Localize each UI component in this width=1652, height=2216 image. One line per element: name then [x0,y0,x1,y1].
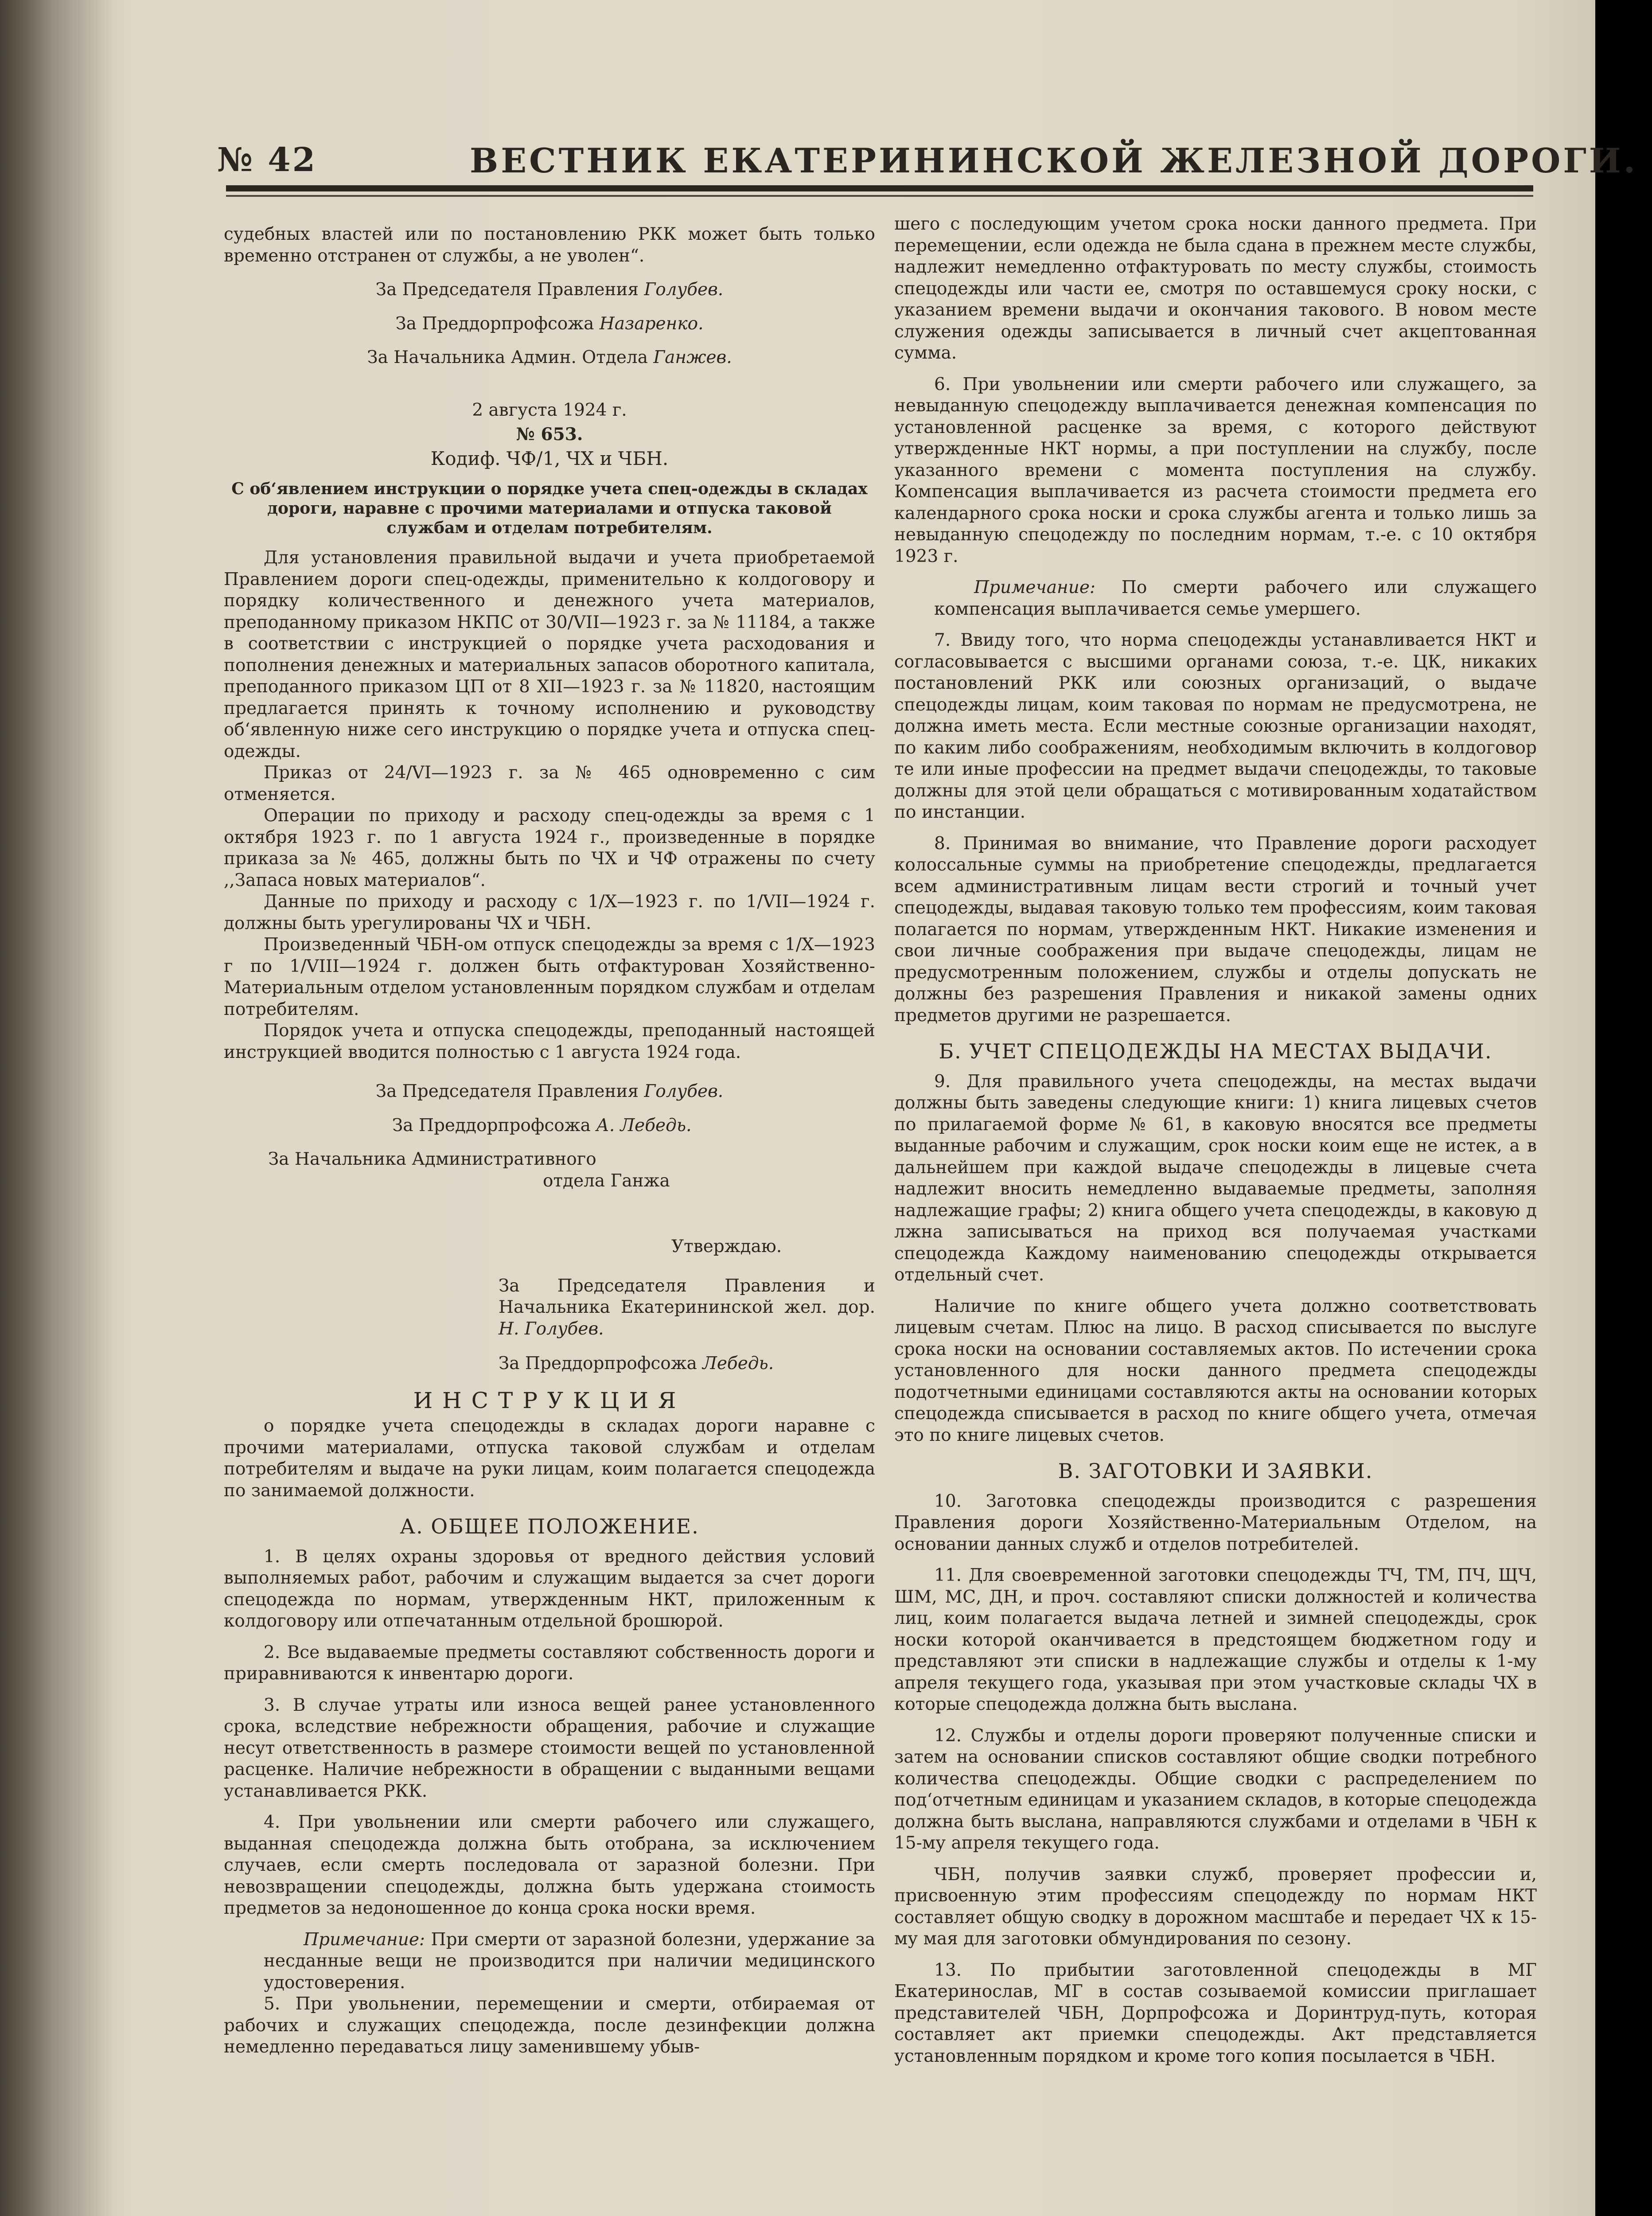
header-rule-thick [226,185,1533,191]
order-number: № 653. [516,424,583,445]
order-heading: С об‘явлением инструкции о порядке учета спец-одежды в складах дороги, наравне с прочими материалами и отпуска таковой службам и отделам потребителям. [231,480,868,537]
instruction-note: Примечание: По смерти рабочего или служащего компенсация выплачивается семье умершего. [934,577,1537,619]
instruction-item: 12. Службы и отделы дороги проверяют полученные списки и затем на основании списков составляют общие сводки потребного количества спецодежды. Общие сводки с распределением по под‘отчетным единицам и указанием складов, в которые спецодежда должна быть выслана, направляются службами и отделами в ЧБН к 15-му апреля текущего года. [894,1725,1537,1853]
instruction-item: 6. При увольнении или смерти рабочего или служащего, за невыданную спецодежду выплачивается денежная компенсация по установленной расценке за время, с которого действуют утвержденные НКТ нормы, а при поступлении на службу, после указанного времени с момента поступления на службу. Компенсация выплачивается из расчета стоимости предмета его календарного срока носки и срока службы агента и только лишь за невыданную спецодежду по последним нормам, т.-е. с 10 октября 1923 г. [894,374,1537,566]
instruction-item: 13. По прибытии заготовленной спецодежды в МГ Екатеринослав, МГ в состав созываемой комиссии приглашает представителей ЧБН, Дорпрофсожа и Доринтруд-путь, которая составляет акт приемки спецодежды. Акт представляется установленным порядком и кроме того копия посылается в ЧБН. [894,1960,1537,2066]
order-paragraph: Для установления правильной выдачи и учета приобретаемой Правлением дороги спец-одежды, применительно к колдоговору и порядку количественного и денежного учета материалов, преподанному приказом НКПС от 30/VII—1923 г. за № 11184, а также в соответствии с инструкцией о порядке учета расходования и пополнения денежных и материальных запасов оборотного капитала, преподанного приказом ЦП от 8 XII—1923 г. за № 11820, настоящим предлагается принять к точному исполнению и руководству об‘явленную ниже сего инструкцию о порядке учета и отпуска спец-одежды. [224,548,875,761]
order-paragraph: Операции по приходу и расходу спец-одежды за время с 1 октября 1923 г. по 1 августа 1924 г., произведенные в порядке приказа за № 465, должны быть по ЧХ и ЧФ отражены по счету ,,Запаса новых материалов“. [224,806,875,890]
order-date: 2 августа 1924 г. [472,400,627,420]
order-paragraph: Приказ от 24/VI—1923 г. за № 465 одновременно с сим отменяется. [224,763,875,804]
approval-word: Утверждаю. [671,1237,782,1256]
signature-line: За Председателя Правления Голубев. [375,280,724,300]
instruction-item: 1. В целях охраны здоровья от вредного действия условий выполняемых работ, рабочим и служащим выдается за счет дороги спецодежда по нормам, утвержденным НКТ, приложенным к колдоговору или отпечатанным отдельной брошюрой. [224,1546,875,1631]
newspaper-title: ВЕСТНИК ЕКАТЕРИНИНСКОЙ ЖЕЛЕЗНОЙ ДОРОГИ. [470,141,1638,180]
page-binding-shadow [0,0,115,2216]
order-paragraph: Данные по приходу и расходу с 1/X—1923 г. по 1/VII—1924 г. должны быть урегулированы ЧХ и ЧБН. [224,892,875,933]
issue-number: № 42 [217,141,317,179]
section-heading-v: В. ЗАГОТОВКИ И ЗАЯВКИ. [1058,1459,1373,1483]
right-column [894,214,1537,2067]
instruction-item: 7. Ввиду того, что норма спецодежды устанавливается НКТ и согласовывается с высшими органами союза, т.-е. ЦК, никаких постановлений РКК или союзных организаций, о выдаче спецодежды лицам, коим таковая по нормам не предусмотрена, не должна иметь места. Если местные союзные организации находят, по каким либо соображениям, необходимым включить в колдоговор те или иные профессии на предмет выдачи спецодежды, то таковые должны для этой цели обращаться с мотивированным ходатайством по инстанции. [894,630,1537,822]
instruction-item: 2. Все выдаваемые предметы составляют собственность дороги и приравниваются к инвентарю дороги. [224,1642,875,1684]
signature-line: За Преддорпрофсожа Назаренко. [395,313,704,334]
approval-signature: За Преддорпрофсожа Лебедь. [499,1354,774,1373]
header-rule-thin [226,195,1533,197]
instruction-item: Наличие по книге общего учета должно соответствовать лицевым счетам. Плюс на лицо. В расход списывается по выслуге срока носки на основании составляемых актов. По истечении срока установленного для носки данного предмета спецодежды подотчетными единицами составляются акты на основании которых спецодежда списывается в расход по книге общего учета, отмечая это по книге лицевых счетов. [894,1296,1537,1445]
page-header [217,141,1638,185]
instruction-item: 9. Для правильного учета спецодежды, на местах выдачи должны быть заведены следующие книги: 1) книга лицевых счетов по прилагаемой форме № 61, в каковую вносятся все предметы выданные рабочим и служащим, срок носки коим еще не истек, а в дальнейшем при каждой выдаче спецодежды в лицевые счета надлежит вносить немедленно выдаваемые предметы, заполняя надлежащие графы; 2) книга общего учета спецодежды, в каковую д лжна записываться на приход вся получаемая участками спецодежда Каждому наименованию спецодежды открывается отдельный счет. [894,1071,1537,1285]
signature-line: За Начальника Админ. Отдела Ганжев. [367,347,732,367]
instruction-item: 4. При увольнении или смерти рабочего или служащего, выданная спецодежда должна быть отобрана, за исключением случаев, если смерть последовала от заразной болезни. При невозвращении спецодежды, должна быть удержана стоимость предметов за недоношенное до конца срока носки время. [224,1812,875,1918]
instruction-item: 11. Для своевременной заготовки спецодежды ТЧ, ТМ, ПЧ, ЩЧ, ШМ, МС, ДН, и проч. составляют списки должностей и количества лиц, коим полагается выдача летней и зимней спецодежды, срок носки которой оканчивается в предстоящем бюджетном году и представляют эти списки в надлежащие службы и отделы к 1-му апреля текущего года, указывая при этом участковые склады ЧХ в которые спецодежда должна быть выслана. [894,1565,1537,1714]
signature-line: За Начальника Административного [268,1149,596,1169]
instruction-subtitle: о порядке учета спецодежды в складах дороги наравне с прочими материалами, отпуска таковой службам и отделам потребителям и выдаче на руки лицам, коим полагается спецодежда по занимаемой должности. [224,1416,875,1501]
section-heading-a: А. ОБЩЕЕ ПОЛОЖЕНИЕ. [400,1514,699,1538]
instruction-note: Примечание: При смерти от заразной болезни, удержание за несданные вещи не производится при наличии медицинского удостоверения. [264,1929,875,1993]
instruction-title: ИНСТРУКЦИЯ [413,1387,686,1413]
instruction-item-continued: шего с последующим учетом срока носки данного предмета. При перемещении, если одежда не была сдана в прежнем месте службы, надлежит немедленно отфактуровать по месту службы, стоимость спецодежды или части ее, смотря по оставшемуся сроку носки, с указанием времени выдачи и окончания такового. В новом месте служения одежды записывается в личный счет акцептованная сумма. [894,214,1537,363]
signature-line: За Преддорпрофсожа А. Лебедь. [392,1115,692,1135]
intro-paragraph: судебных властей или по постановлению РКК может быть только временно отстранен от службы, а не уволен“. [224,224,875,266]
signature-line: За Председателя Правления Голубев. [375,1081,724,1101]
signature-line: отдела Ганжа [543,1170,670,1191]
instruction-item: 5. При увольнении, перемещении и смерти, отбираемая от рабочих и служащих спецодежда, после дезинфекции должна немедленно передаваться лицу заменившему убыв- [224,1994,875,2057]
order-paragraph: Произведенный ЧБН-ом отпуск спецодежды за время с 1/X—1923 г по 1/VIII—1924 г. должен быть отфактурован Хозяйственно-Материальным отделом установленным порядком службам и отделам потребителям. [224,935,875,1019]
instruction-item: 8. Принимая во внимание, что Правление дороги расходует колоссальные суммы на приобретение спецодежды, предлагается всем административным лицам вести строгий и точный учет спецодежды, выдавая таковую только тем профессиям, коим таковая полагается по нормам, утвержденным НКТ. Никакие изменения и свои личные соображения при выдаче спецодежды, лицам не предусмотренным положением, службы и отделы допускать не должны без разрешения Правления и никакой замены одних предметов другими не разрешается. [894,833,1537,1026]
instruction-item: 10. Заготовка спецодежды производится с разрешения Правления дороги Хозяйственно-Материальным Отделом, на основании данных служб и отделов потребителей. [894,1491,1537,1554]
order-paragraph: Порядок учета и отпуска спецодежды, преподанный настоящей инструкцией вводится полностью с 1 августа 1924 года. [224,1021,875,1062]
instruction-item: ЧБН, получив заявки служб, проверяет профессии и, присвоенную этим профессиям спецодежду по нормам НКТ составляет общую сводку в дорожном масштабе и передает ЧХ к 15-му мая для заготовки обмундирования по сезону. [894,1864,1537,1949]
section-heading-b: Б. УЧЕТ СПЕЦОДЕЖДЫ НА МЕСТАХ ВЫДАЧИ. [939,1039,1492,1063]
instruction-item: 3. В случае утраты или износа вещей ранее установленного срока, вследствие небрежности обращения, рабочие и служащие несут ответственность в размере стоимости вещей по установленной расценке. Наличие небрежности в обращении с выданными вещами устанавливается РКК. [224,1695,875,1801]
order-code: Кодиф. ЧФ/1, ЧХ и ЧБН. [430,447,669,469]
approval-signature: За Председателя Правления и Начальника Екатерининской жел. дор. Н. Голубев. [499,1276,875,1339]
left-column [224,224,875,2058]
